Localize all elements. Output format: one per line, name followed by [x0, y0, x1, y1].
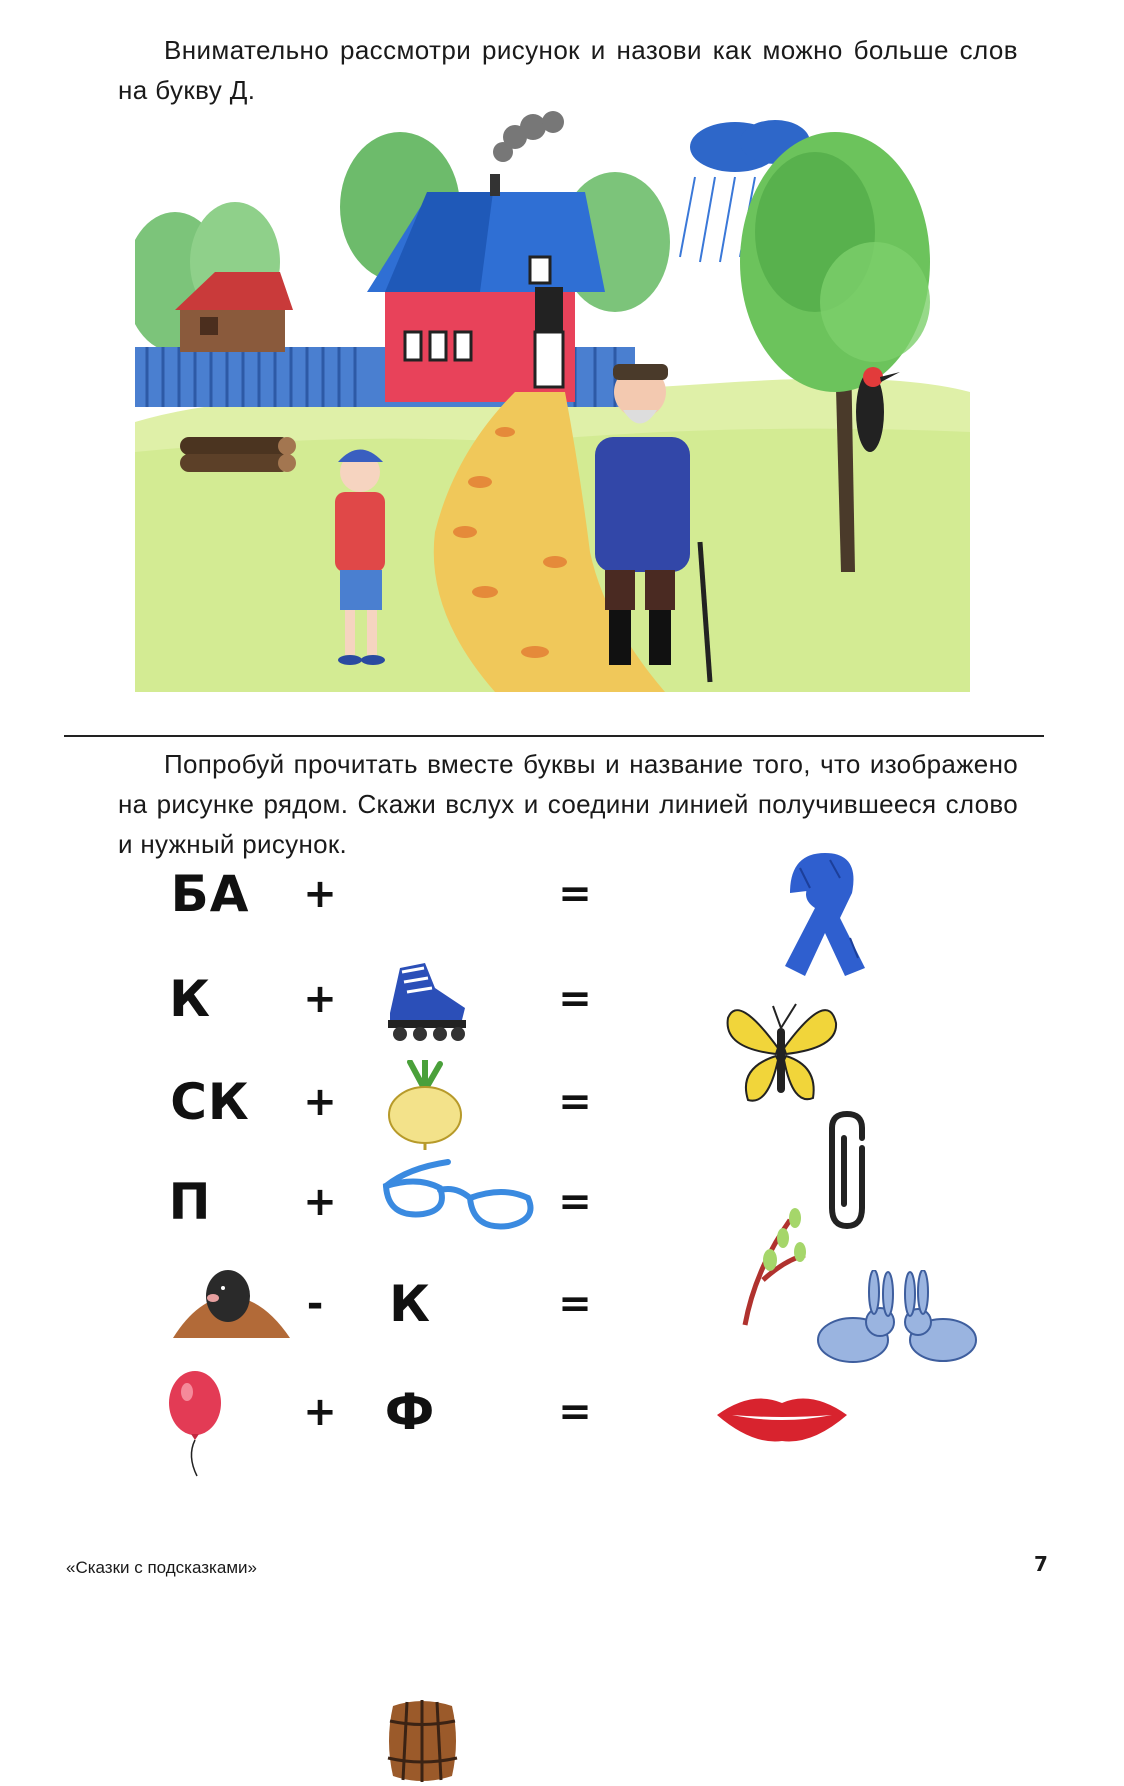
page-number: 7	[1034, 1552, 1048, 1576]
smoke-icon	[493, 111, 564, 162]
plus-sign: +	[303, 976, 337, 1022]
willow-branch-icon	[735, 1200, 815, 1330]
mole-icon	[168, 1258, 293, 1343]
minus-sign: -	[306, 1281, 324, 1327]
balloon-icon	[165, 1368, 225, 1478]
book-title: «Сказки с подсказками»	[66, 1558, 257, 1577]
turnip-icon	[380, 1060, 470, 1150]
plus-sign: +	[303, 1389, 337, 1435]
equals-sign: =	[558, 1079, 592, 1125]
syllable: К	[169, 970, 211, 1028]
plus-sign: +	[303, 1179, 337, 1225]
intro-instruction: Внимательно рассмотри рисунок и назови как можно больше слов на букву Д.	[118, 35, 1018, 105]
lips-icon	[712, 1385, 852, 1445]
puzzle-row	[0, 1052, 1124, 1152]
task-instruction: Попробуй прочитать вместе буквы и название того, что изображено на рисунке рядом. Скажи вслух и соедини линией получившееся слово и нужный рисунок.	[118, 749, 1018, 859]
syllable: К	[389, 1275, 431, 1333]
section-divider	[64, 735, 1044, 737]
village-scene-illustration	[135, 92, 970, 692]
puzzle-row	[0, 949, 1124, 1049]
glasses-icon	[378, 1158, 548, 1238]
equals-sign: =	[558, 1281, 592, 1327]
paperclip-icon	[822, 1108, 882, 1233]
puzzle-row	[0, 1152, 1124, 1252]
plus-sign: +	[303, 871, 337, 917]
firewood-icon	[180, 437, 296, 472]
syllable: Ф	[384, 1383, 436, 1441]
scarf-icon	[770, 848, 875, 978]
hares-icon	[808, 1270, 988, 1370]
plus-sign: +	[303, 1079, 337, 1125]
syllable: П	[168, 1173, 212, 1231]
equals-sign: =	[558, 976, 592, 1022]
barrel-icon	[385, 1696, 460, 1786]
syllable: БА	[170, 865, 250, 923]
butterfly-icon	[718, 988, 843, 1113]
syllable: СК	[170, 1073, 250, 1131]
equals-sign: =	[558, 871, 592, 917]
equals-sign: =	[558, 1179, 592, 1225]
equals-sign: =	[558, 1389, 592, 1435]
roller-skate-icon	[380, 958, 470, 1043]
puzzle-row	[0, 844, 1124, 944]
